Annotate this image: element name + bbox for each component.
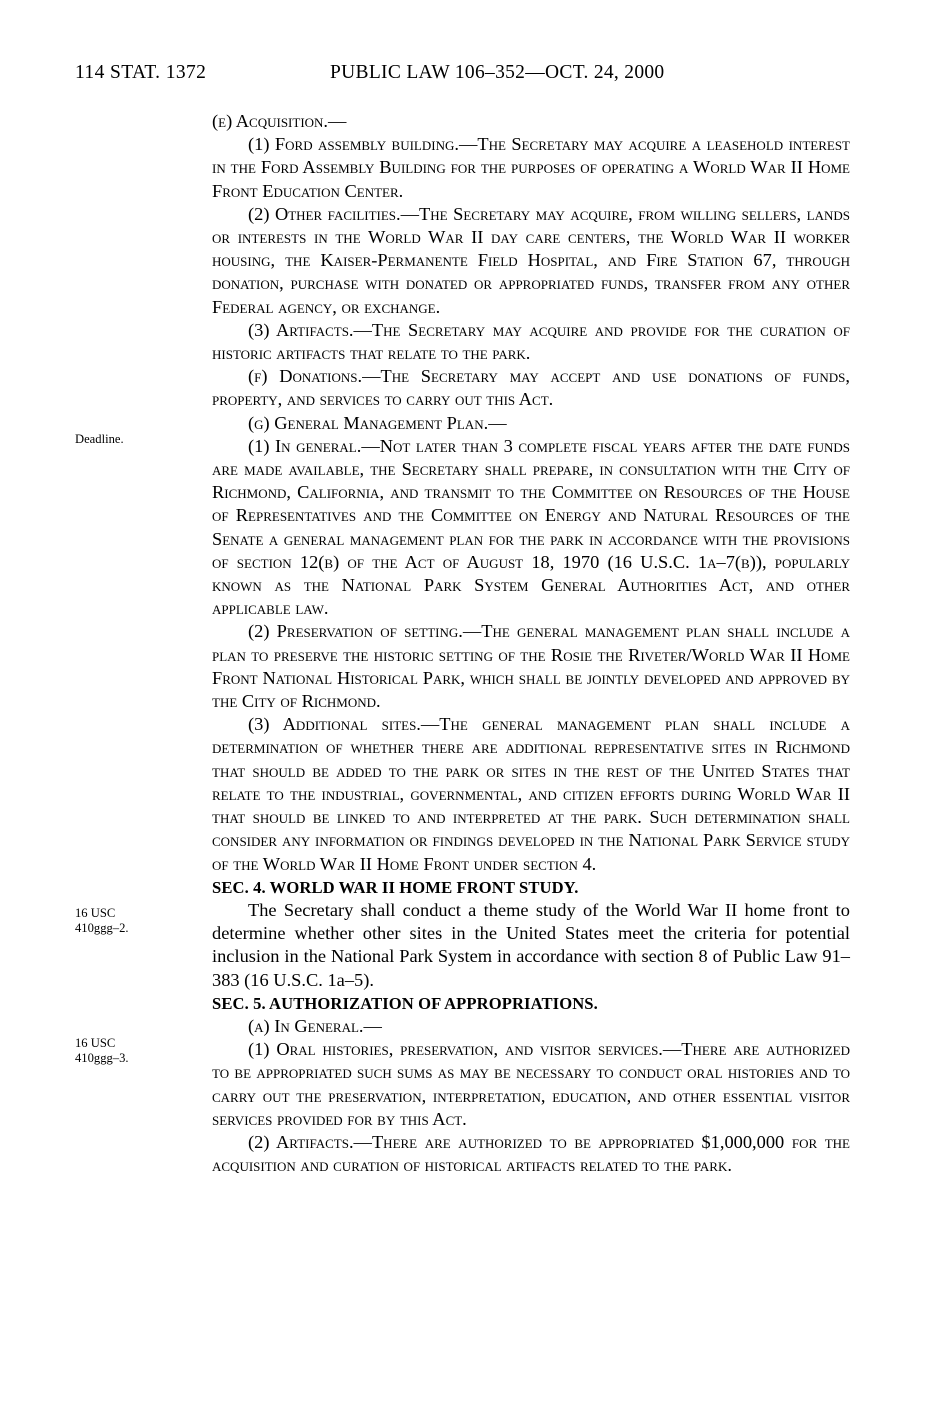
section-5-paragraph-a-2: (2) Artifacts.—There are authorized to be appropriated $1,000,000 for the acquisition and curation of historical artifacts related to the park. bbox=[212, 1131, 850, 1176]
sidenote-deadline bbox=[75, 432, 195, 447]
statute-citation: 114 STAT. 1372 bbox=[75, 62, 207, 83]
sidenote-usc-line1: 16 USC bbox=[75, 1036, 116, 1050]
section-4-heading: SEC. 4. WORLD WAR II HOME FRONT STUDY. bbox=[212, 877, 579, 897]
paragraph-e-2: (2) Other facilities.—The Secretary may acquire, from willing sellers, lands or interests in the World War II day care centers, the World War II worker housing, the Kaiser-Permanente Field Hospital, and Fire Station 67, through donation, purchase with donated or appropriated funds, transfer from any other Federal agency, or exchange. bbox=[212, 203, 850, 317]
section-5-heading: SEC. 5. AUTHORIZATION OF APPROPRIATIONS. bbox=[212, 993, 598, 1013]
sidenote-usc-line2: 410ggg–3. bbox=[75, 1050, 129, 1065]
paragraph-g-2: (2) Preservation of setting.—The general management plan shall include a plan to preserve the historic setting of the Rosie the Riveter/World War II Home Front National Historical Park, which shall be jointly developed and approved by the City of Richmond. bbox=[212, 621, 850, 712]
section-5-subsection-a-heading: (a) In General.— bbox=[248, 1015, 382, 1036]
sidenote-usc-410ggg-2 bbox=[75, 906, 195, 935]
section-4-body: The Secretary shall conduct a theme study of the World War II home front to determine whether other sites in the United States meet the criteria for potential inclusion in the National Park System in accordance with section 8 of Public Law 91–383 (16 U.S.C. 1a–5). bbox=[212, 899, 850, 990]
subsection-e-heading: (e) Acquisition.— bbox=[212, 111, 347, 131]
subsection-g-heading: (g) General Management Plan.— bbox=[248, 412, 507, 433]
paragraph-g-3: (3) Additional sites.—The general management plan shall include a determination of whether there are additional representative sites in Richmond that should be added to the park or sites in the rest of the United States that relate to the industrial, governmental, and citizen efforts during World War II that should be linked to and interpreted at the park. Such determination shall consider any information or findings developed in the National Park Service study of the World War II Home Front under section 4. bbox=[212, 714, 850, 874]
paragraph-e-3: (3) Artifacts.—The Secretary may acquire and provide for the curation of historic artifacts that relate to the park. bbox=[212, 319, 850, 364]
sidenote-usc-410ggg-3 bbox=[75, 1036, 195, 1065]
sidenote-usc-line2: 410ggg–2. bbox=[75, 920, 129, 935]
running-head bbox=[0, 62, 948, 90]
sidenote-deadline-label: Deadline. bbox=[75, 432, 124, 446]
paragraph-e-1: (1) Ford assembly building.—The Secretary may acquire a leasehold interest in the Ford Assembly Building for the purposes of operating a World War II Home Front Education Center. bbox=[212, 134, 850, 201]
section-5-paragraph-a-1: (1) Oral histories, preservation, and visitor services.—There are authorized to be appropriated such sums as may be necessary to conduct oral histories and to carry out the preservation, interpretation, education, and other essential visitor services provided for by this Act. bbox=[212, 1039, 850, 1129]
public-law-citation: PUBLIC LAW 106–352—OCT. 24, 2000 bbox=[330, 62, 665, 83]
sidenote-usc-line1: 16 USC bbox=[75, 906, 116, 920]
body-column bbox=[212, 110, 850, 1177]
subsection-f: (f) Donations.—The Secretary may accept and use donations of funds, property, and services to carry out this Act. bbox=[212, 366, 850, 410]
paragraph-g-1: (1) In general.—Not later than 3 complete fiscal years after the date funds are made available, the Secretary shall prepare, in consultation with the City of Richmond, California, and transmit to the Committee on Resources of the House of Representatives and the Committee on Energy and Natural Resources of the Senate a general management plan for the park in accordance with the provisions of section 12(b) of the Act of August 18, 1970 (16 U.S.C. 1a–7(b)), popularly known as the National Park System General Authorities Act, and other applicable law. bbox=[212, 435, 850, 619]
